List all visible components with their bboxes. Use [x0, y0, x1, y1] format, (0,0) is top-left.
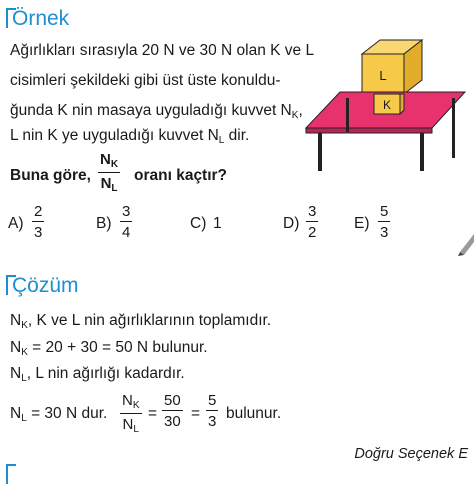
sol-l1-sub: K	[21, 320, 28, 331]
problem-line-3	[10, 103, 303, 121]
sol-l1-text: , K ve L nin ağırlıklarının toplamıdır.	[27, 312, 272, 329]
solution-line-4	[10, 406, 107, 424]
fraction-den-n: N	[100, 175, 112, 192]
sol-frac-den-sub: L	[133, 424, 139, 435]
option-d-num: 3	[308, 203, 317, 220]
fraction-num-n: N	[100, 151, 111, 168]
solution-line-3	[10, 366, 185, 384]
example-heading: Örnek	[12, 7, 70, 30]
next-heading-bracket-icon	[6, 464, 16, 484]
solution-line-2	[10, 340, 208, 358]
table-leg-front-left	[318, 133, 322, 171]
option-b-fraction[interactable]	[120, 204, 132, 240]
option-b-den: 4	[122, 224, 131, 241]
solution-fraction-50-30	[162, 393, 183, 429]
sol-l2-text: = 20 + 30 = 50 N bulunur.	[27, 339, 208, 356]
sol-frac3-den: 3	[208, 413, 217, 430]
problem-line-4	[10, 128, 249, 146]
table-figure	[300, 36, 470, 176]
solution-fraction-5-3	[206, 393, 218, 429]
sol-l2-n: N	[10, 339, 22, 356]
option-a-letter[interactable]: A)	[8, 215, 24, 232]
option-d-fraction[interactable]	[306, 204, 318, 240]
option-a-num: 2	[34, 203, 43, 220]
question-suffix: oranı kaçtır?	[134, 167, 228, 184]
solution-line-1	[10, 313, 271, 331]
sol-l3-text: , L nin ağırlığı kadardır.	[26, 365, 185, 382]
option-a-fraction[interactable]	[32, 204, 44, 240]
subscript-l: L	[218, 135, 225, 146]
option-c-letter[interactable]: C)	[190, 215, 207, 232]
solution-heading: Çözüm	[12, 274, 79, 297]
box-k-side	[400, 94, 404, 114]
problem-line-4-end: dir.	[224, 127, 250, 144]
sol-l4-text: = 30 N dur.	[26, 405, 108, 422]
sol-frac2-den: 30	[164, 413, 181, 430]
box-k-label: K	[382, 98, 392, 112]
solution-line-4-end: bulunur.	[226, 405, 282, 422]
option-a-den: 3	[34, 224, 43, 241]
sol-frac-num-n: N	[122, 392, 133, 409]
table-leg-front-right	[420, 133, 424, 171]
option-d-letter[interactable]: D)	[283, 215, 300, 232]
sol-frac2-num: 50	[164, 392, 181, 409]
table-leg-back-left	[346, 98, 349, 132]
problem-line-2: cisimleri şekildeki gibi üst üste konuldu-	[10, 72, 281, 89]
sol-frac3-num: 5	[208, 392, 217, 409]
comma: ,	[298, 102, 303, 119]
option-e-fraction[interactable]	[378, 204, 390, 240]
solution-equals-2: =	[191, 405, 201, 422]
solution-equals-1: =	[148, 405, 158, 422]
problem-line-4-text: L nin K ye uyguladığı kuvvet N	[10, 127, 219, 144]
sol-l4-sub: L	[21, 413, 27, 424]
option-e-den: 3	[380, 224, 389, 241]
box-l-label: L	[379, 68, 387, 83]
question-prefix: Buna göre,	[10, 167, 91, 184]
sol-l2-sub: K	[21, 347, 28, 358]
table-leg-back-right	[452, 98, 455, 158]
option-d-den: 2	[308, 224, 317, 241]
problem-line-1: Ağırlıkları sırasıyla 20 N ve 30 N olan K ve L	[10, 42, 315, 59]
option-b-num: 3	[122, 203, 131, 220]
solution-fraction-nk-nl	[120, 393, 142, 435]
option-e-num: 5	[380, 203, 389, 220]
sol-frac-num-sub: K	[132, 400, 140, 411]
sol-l3-n: N	[10, 365, 22, 382]
sol-l3-sub: L	[21, 373, 27, 384]
sol-l4-n: N	[10, 405, 22, 422]
answer-label: Doğru Seçenek E	[354, 446, 468, 462]
sol-l1-n: N	[10, 312, 22, 329]
problem-line-3-text: ğunda K nin masaya uyguladığı kuvvet N	[10, 102, 292, 119]
option-b-letter[interactable]: B)	[96, 215, 112, 232]
option-c-value[interactable]: 1	[213, 215, 222, 232]
subscript-k: K	[291, 110, 299, 121]
question-fraction	[98, 152, 120, 194]
fraction-num-sub: K	[110, 159, 119, 170]
option-e-letter[interactable]: E)	[354, 215, 370, 232]
sol-frac-den-n: N	[122, 416, 134, 433]
fraction-den-sub: L	[111, 183, 118, 194]
table-edge	[306, 128, 432, 133]
pencil-icon	[456, 228, 474, 256]
